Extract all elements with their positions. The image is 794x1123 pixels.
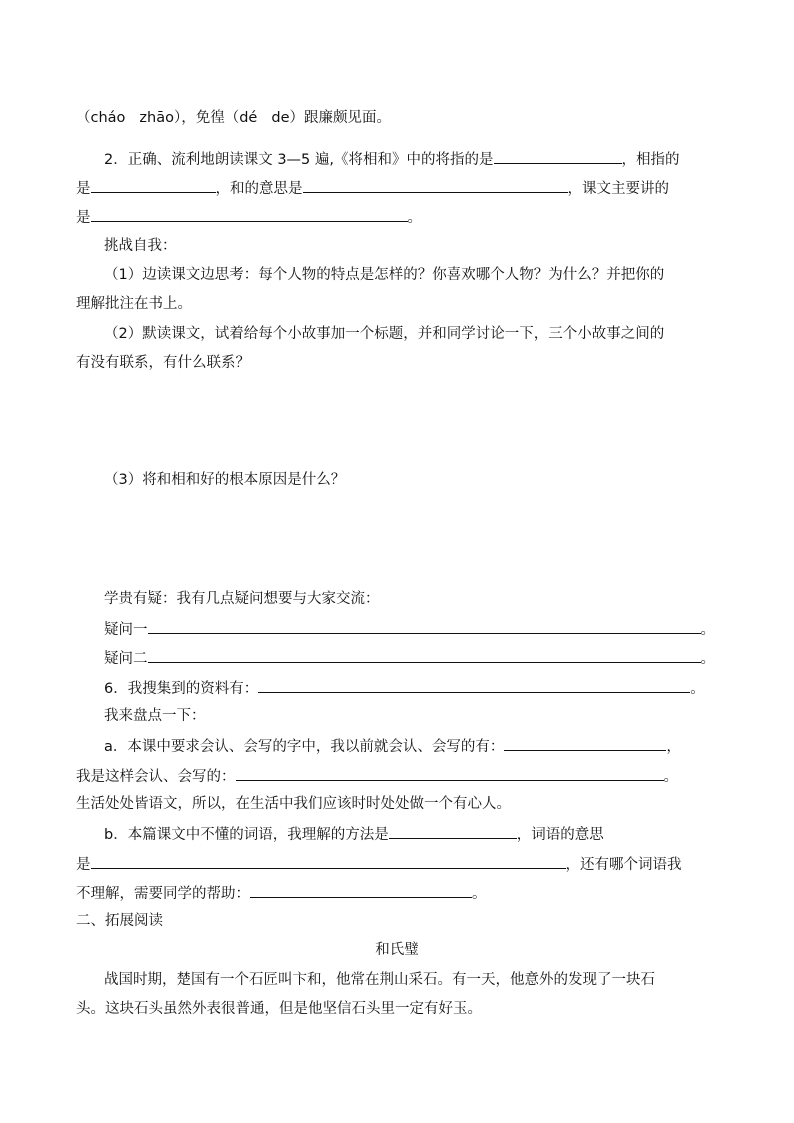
pinyin-text: （cháo [76, 110, 126, 126]
fill-blank[interactable] [303, 177, 568, 193]
pinyin-text: de）跟廉颇见面。 [271, 110, 391, 126]
story-paragraph-line2: 头。这块石头虽然外表很普通，但是他坚信石头里一定有好玉。 [76, 1001, 482, 1017]
question-text: 是 [76, 210, 91, 226]
fill-blank[interactable] [148, 618, 701, 634]
question-text: b．本篇课文中不懂的词语，我理解的方法是 [104, 827, 389, 843]
doubt-label: 疑问二 [104, 651, 148, 667]
question-text: ，课文主要讲的 [567, 181, 669, 197]
question-text: 2．正确、流利地朗读课文 3—5 遍,《将相和》中的将指的是 [104, 152, 494, 168]
doubt-label: 疑问一 [104, 622, 148, 638]
question-text: 不理解，需要同学的帮助： [76, 886, 250, 902]
section-2-heading: 二、拓展阅读 [76, 913, 163, 929]
challenge-1-line2: 理解批注在书上。 [76, 296, 192, 312]
question-text: ，词语的意思 [516, 827, 604, 843]
punct: 。 [700, 651, 715, 667]
question-text: ，相指的 [621, 152, 680, 168]
story-title: 和氏璧 [375, 942, 419, 958]
punct: 。 [472, 886, 487, 902]
challenge-1-line1: （1）边读课文边思考：每个人物的特点是怎样的？你喜欢哪个人物？为什么？并把你的 [104, 267, 665, 283]
story-paragraph-line1: 战国时期，楚国有一个石匠叫卞和，他常在荆山采石。有一天，他意外的发现了一块石 [104, 972, 655, 988]
doubt-heading: 学贵有疑：我有几点疑问想要与大家交流： [104, 591, 380, 607]
fill-blank[interactable] [494, 148, 622, 164]
question-text: 6．我搜集到的资料有： [104, 681, 259, 697]
question-2-line2 [76, 177, 669, 199]
fill-blank[interactable] [91, 177, 216, 193]
punct: 。 [700, 622, 715, 638]
punct: ， [666, 739, 681, 755]
question-text: 是 [76, 857, 91, 873]
question-text: ，和的意思是 [215, 181, 303, 197]
punct: 。 [690, 681, 705, 697]
item-b-line1 [104, 823, 604, 845]
item-a-line1 [104, 735, 681, 757]
fill-blank[interactable] [389, 823, 517, 839]
question-text: 我是这样会认、会写的： [76, 769, 236, 785]
question-2-line1 [104, 148, 680, 170]
question-text: ，还有哪个词语我 [565, 857, 682, 873]
challenge-2-line2: 有没有联系，有什么联系？ [76, 355, 250, 371]
question-text: 是 [76, 181, 91, 197]
item-a-line2 [76, 765, 678, 787]
doubt-2 [104, 647, 715, 669]
question-text: 。 [407, 210, 422, 226]
life-text: 生活处处皆语文，所以，在生活中我们应该时时处处做一个有心人。 [76, 796, 511, 812]
text-line [76, 108, 391, 128]
fill-blank[interactable] [91, 206, 408, 222]
fill-blank[interactable] [91, 853, 566, 869]
doubt-1 [104, 618, 715, 640]
challenge-heading: 挑战自我： [104, 238, 177, 254]
question-2-line3 [76, 206, 422, 228]
item-b-line3 [76, 882, 487, 904]
fill-blank[interactable] [236, 765, 664, 781]
challenge-2-line1: （2）默读课文，试着给每个小故事加一个标题，并和同学讨论一下，三个小故事之间的 [104, 326, 665, 342]
inventory-heading: 我来盘点一下： [104, 708, 206, 724]
pinyin-text: zhāo），免徨（dé [139, 110, 258, 126]
punct: 。 [663, 769, 678, 785]
fill-blank[interactable] [258, 677, 690, 693]
challenge-3: （3）将和相和好的根本原因是什么？ [104, 472, 346, 488]
item-b-line2 [76, 853, 682, 875]
fill-blank[interactable] [148, 647, 701, 663]
question-text: a．本课中要求会认、会写的字中，我以前就会认、会写的有： [104, 739, 505, 755]
fill-blank[interactable] [504, 735, 666, 751]
fill-blank[interactable] [250, 882, 472, 898]
question-6 [104, 677, 705, 699]
